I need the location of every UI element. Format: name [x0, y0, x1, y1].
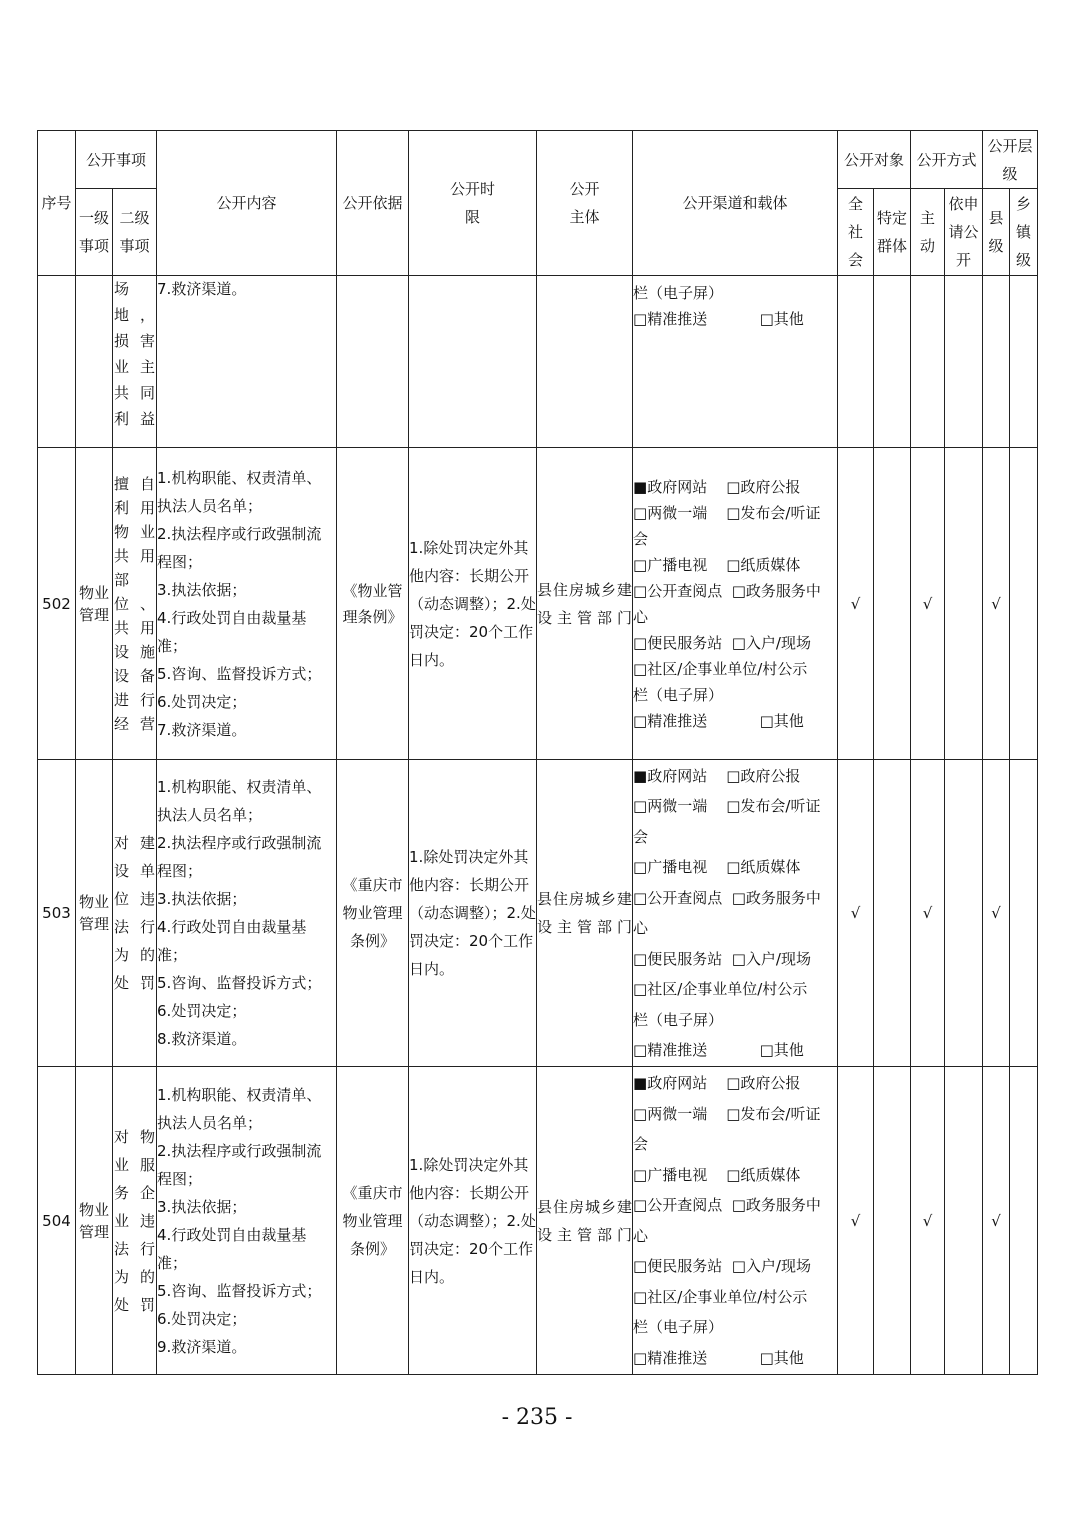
- row-seq: 502: [38, 448, 76, 760]
- row-level1: 物业管理: [76, 760, 113, 1067]
- row-basis: 《物业管理条例》: [337, 448, 409, 760]
- cell-line: □社区/企事业单位/村公示: [633, 980, 808, 998]
- header-target-specific: 特定群体: [874, 189, 911, 276]
- cell-line: 9.救济渠道。: [157, 1337, 247, 1356]
- header-seq: 序号: [38, 131, 76, 276]
- cell-line: □两微一端 □发布会/听证: [633, 503, 821, 522]
- row-subject: 县住房城乡建设主管部门: [537, 448, 633, 760]
- cell-line: 1.机构职能、权责清单、: [157, 468, 322, 487]
- row-county: √: [983, 1067, 1010, 1375]
- cell-line: 程图；: [157, 1169, 203, 1188]
- cell-line: 7.救济渠道。: [157, 280, 247, 298]
- row-county: [983, 276, 1010, 448]
- cell-line: □公开查阅点 □政务服务中: [633, 581, 821, 600]
- cell-line: □两微一端 □发布会/听证: [633, 1104, 821, 1123]
- cell-line: □精准推送 □其他: [633, 1041, 804, 1059]
- cell-line: 程图；: [157, 552, 203, 571]
- cell-line: 6.处罚决定；: [157, 692, 247, 711]
- row-level1: [76, 276, 113, 448]
- row-township: [1010, 760, 1038, 1067]
- cell-line: 8.救济渠道。: [157, 1030, 247, 1048]
- row-township: [1010, 276, 1038, 448]
- row-channels: [633, 760, 838, 1067]
- cell-line: 会: [633, 827, 649, 846]
- row-specific: [874, 1067, 911, 1375]
- row-request: [945, 276, 983, 448]
- row-level2: 场地，损害业主共同利益: [113, 276, 157, 448]
- row-request: [945, 760, 983, 1067]
- cell-line: 2.执法程序或行政强制流: [157, 834, 322, 852]
- row-subject: 县住房城乡建设主管部门: [537, 1067, 633, 1375]
- cell-line: 2.执法程序或行政强制流: [157, 1141, 322, 1160]
- cell-line: 心: [633, 919, 649, 937]
- cell-line: □广播电视 □纸质媒体: [633, 555, 801, 574]
- cell-line: □公开查阅点 □政务服务中: [633, 888, 821, 907]
- row-specific: [874, 448, 911, 760]
- header-method-active: 主动: [911, 189, 945, 276]
- row-channels: [633, 276, 838, 448]
- cell-line: 1.机构职能、权责清单、: [157, 778, 322, 796]
- table-row: [38, 448, 1038, 760]
- cell-line: 会: [633, 1135, 649, 1153]
- row-active: √: [911, 448, 945, 760]
- row-time-limit: 1.除处罚决定外其他内容：长期公开（动态调整）；2.处罚决定：20个工作日内。: [409, 760, 537, 1067]
- row-specific: [874, 760, 911, 1067]
- row-all: √: [838, 1067, 874, 1375]
- cell-line: 执法人员名单；: [157, 806, 263, 824]
- cell-line: 2.执法程序或行政强制流: [157, 524, 322, 543]
- row-county: √: [983, 448, 1010, 760]
- header-method-request: 依申请公开: [945, 189, 983, 276]
- row-content: [157, 448, 337, 760]
- cell-line: ■政府网站 □政府公报: [633, 1074, 801, 1092]
- row-specific: [874, 276, 911, 448]
- cell-line: 准；: [157, 946, 188, 964]
- header-target-all: 全社会: [838, 189, 874, 276]
- cell-line: 执法人员名单；: [157, 496, 263, 515]
- header-level2: 二级事项: [113, 189, 157, 276]
- header-method-group: 公开方式: [911, 131, 983, 189]
- row-level2: 擅自利用物业共用部位、共用设施设备进行经营: [113, 448, 157, 760]
- header-level1: 一级事项: [76, 189, 113, 276]
- cell-line: 栏（电子屏）: [633, 685, 724, 704]
- cell-line: 6.处罚决定；: [157, 1309, 247, 1328]
- cell-line: 栏（电子屏）: [633, 1010, 724, 1029]
- header-content: 公开内容: [157, 131, 337, 276]
- row-seq: 504: [38, 1067, 76, 1375]
- row-county: √: [983, 760, 1010, 1067]
- row-township: [1010, 448, 1038, 760]
- cell-line: 5.咨询、监督投诉方式；: [157, 664, 322, 683]
- cell-line: 7.救济渠道。: [157, 720, 247, 739]
- cell-line: ■政府网站 □政府公报: [633, 766, 801, 785]
- row-basis: 《重庆市物业管理条例》: [337, 1067, 409, 1375]
- row-request: [945, 1067, 983, 1375]
- header-channels: 公开渠道和载体: [633, 131, 838, 276]
- row-time-limit: [409, 276, 537, 448]
- header-item-group: 公开事项: [76, 131, 157, 189]
- cell-line: 4.行政处罚自由裁量基: [157, 1225, 307, 1244]
- row-content: [157, 760, 337, 1067]
- header-level-township: 乡镇级: [1010, 189, 1038, 276]
- row-level1: 物业管理: [76, 1067, 113, 1375]
- cell-line: □广播电视 □纸质媒体: [633, 858, 801, 876]
- disclosure-table: [37, 130, 1038, 1375]
- row-all: [838, 276, 874, 448]
- row-channels: [633, 1067, 838, 1375]
- cell-line: 1.机构职能、权责清单、: [157, 1085, 322, 1104]
- cell-line: 5.咨询、监督投诉方式；: [157, 974, 322, 992]
- row-level2: 对建设单位违法行为的处罚: [113, 760, 157, 1067]
- row-content: [157, 1067, 337, 1375]
- row-subject: [537, 276, 633, 448]
- cell-line: 心: [633, 1226, 649, 1245]
- row-basis: 《重庆市物业管理条例》: [337, 760, 409, 1067]
- cell-line: 栏（电子屏）: [633, 1318, 724, 1336]
- table-row: [38, 276, 1038, 448]
- cell-line: 6.处罚决定；: [157, 1002, 247, 1020]
- cell-line: □精准推送 □其他: [633, 711, 804, 730]
- cell-line: 3.执法依据；: [157, 890, 247, 908]
- table-row: [38, 1067, 1038, 1375]
- page-number: - 235 -: [501, 1405, 573, 1430]
- cell-line: 心: [633, 607, 649, 626]
- header-subject: 公开主体: [537, 131, 633, 276]
- row-all: √: [838, 448, 874, 760]
- cell-line: 5.咨询、监督投诉方式；: [157, 1281, 322, 1300]
- cell-line: □两微一端 □发布会/听证: [633, 797, 821, 815]
- cell-line: 会: [633, 529, 649, 548]
- cell-line: 程图；: [157, 862, 203, 880]
- row-time-limit: 1.除处罚决定外其他内容：长期公开（动态调整）；2.处罚决定：20个工作日内。: [409, 448, 537, 760]
- cell-line: 3.执法依据；: [157, 580, 247, 599]
- row-township: [1010, 1067, 1038, 1375]
- cell-line: 3.执法依据；: [157, 1197, 247, 1216]
- cell-line: □广播电视 □纸质媒体: [633, 1165, 801, 1184]
- row-subject: 县住房城乡建设主管部门: [537, 760, 633, 1067]
- row-content: [157, 276, 337, 448]
- row-level2: 对物业服务企业违法行为的处罚: [113, 1067, 157, 1375]
- header-level-county: 县级: [983, 189, 1010, 276]
- row-active: √: [911, 760, 945, 1067]
- cell-line: □便民服务站 □入户/现场: [633, 633, 811, 652]
- cell-line: □公开查阅点 □政务服务中: [633, 1196, 821, 1214]
- cell-line: □社区/企事业单位/村公示: [633, 659, 808, 678]
- cell-line: 栏（电子屏）: [633, 284, 724, 302]
- cell-line: 4.行政处罚自由裁量基: [157, 608, 307, 627]
- header-level-group: 公开层级: [983, 131, 1038, 189]
- cell-line: □精准推送 □其他: [633, 1348, 804, 1367]
- cell-line: □社区/企事业单位/村公示: [633, 1287, 808, 1306]
- row-active: √: [911, 1067, 945, 1375]
- row-time-limit: 1.除处罚决定外其他内容：长期公开（动态调整）；2.处罚决定：20个工作日内。: [409, 1067, 537, 1375]
- cell-line: □精准推送 □其他: [633, 310, 804, 328]
- row-active: [911, 276, 945, 448]
- cell-line: □便民服务站 □入户/现场: [633, 949, 811, 968]
- cell-line: 准；: [157, 1253, 188, 1272]
- header-basis: 公开依据: [337, 131, 409, 276]
- cell-line: 执法人员名单；: [157, 1113, 263, 1132]
- header-target-group: 公开对象: [838, 131, 911, 189]
- cell-line: □便民服务站 □入户/现场: [633, 1257, 811, 1275]
- row-seq: [38, 276, 76, 448]
- row-request: [945, 448, 983, 760]
- cell-line: 4.行政处罚自由裁量基: [157, 918, 307, 936]
- row-all: √: [838, 760, 874, 1067]
- row-level1: 物业管理: [76, 448, 113, 760]
- row-channels: [633, 448, 838, 760]
- table-row: [38, 760, 1038, 1067]
- header-time-limit: 公开时限: [409, 131, 537, 276]
- cell-line: ■政府网站 □政府公报: [633, 477, 801, 496]
- cell-line: 准；: [157, 636, 188, 655]
- row-basis: [337, 276, 409, 448]
- row-seq: 503: [38, 760, 76, 1067]
